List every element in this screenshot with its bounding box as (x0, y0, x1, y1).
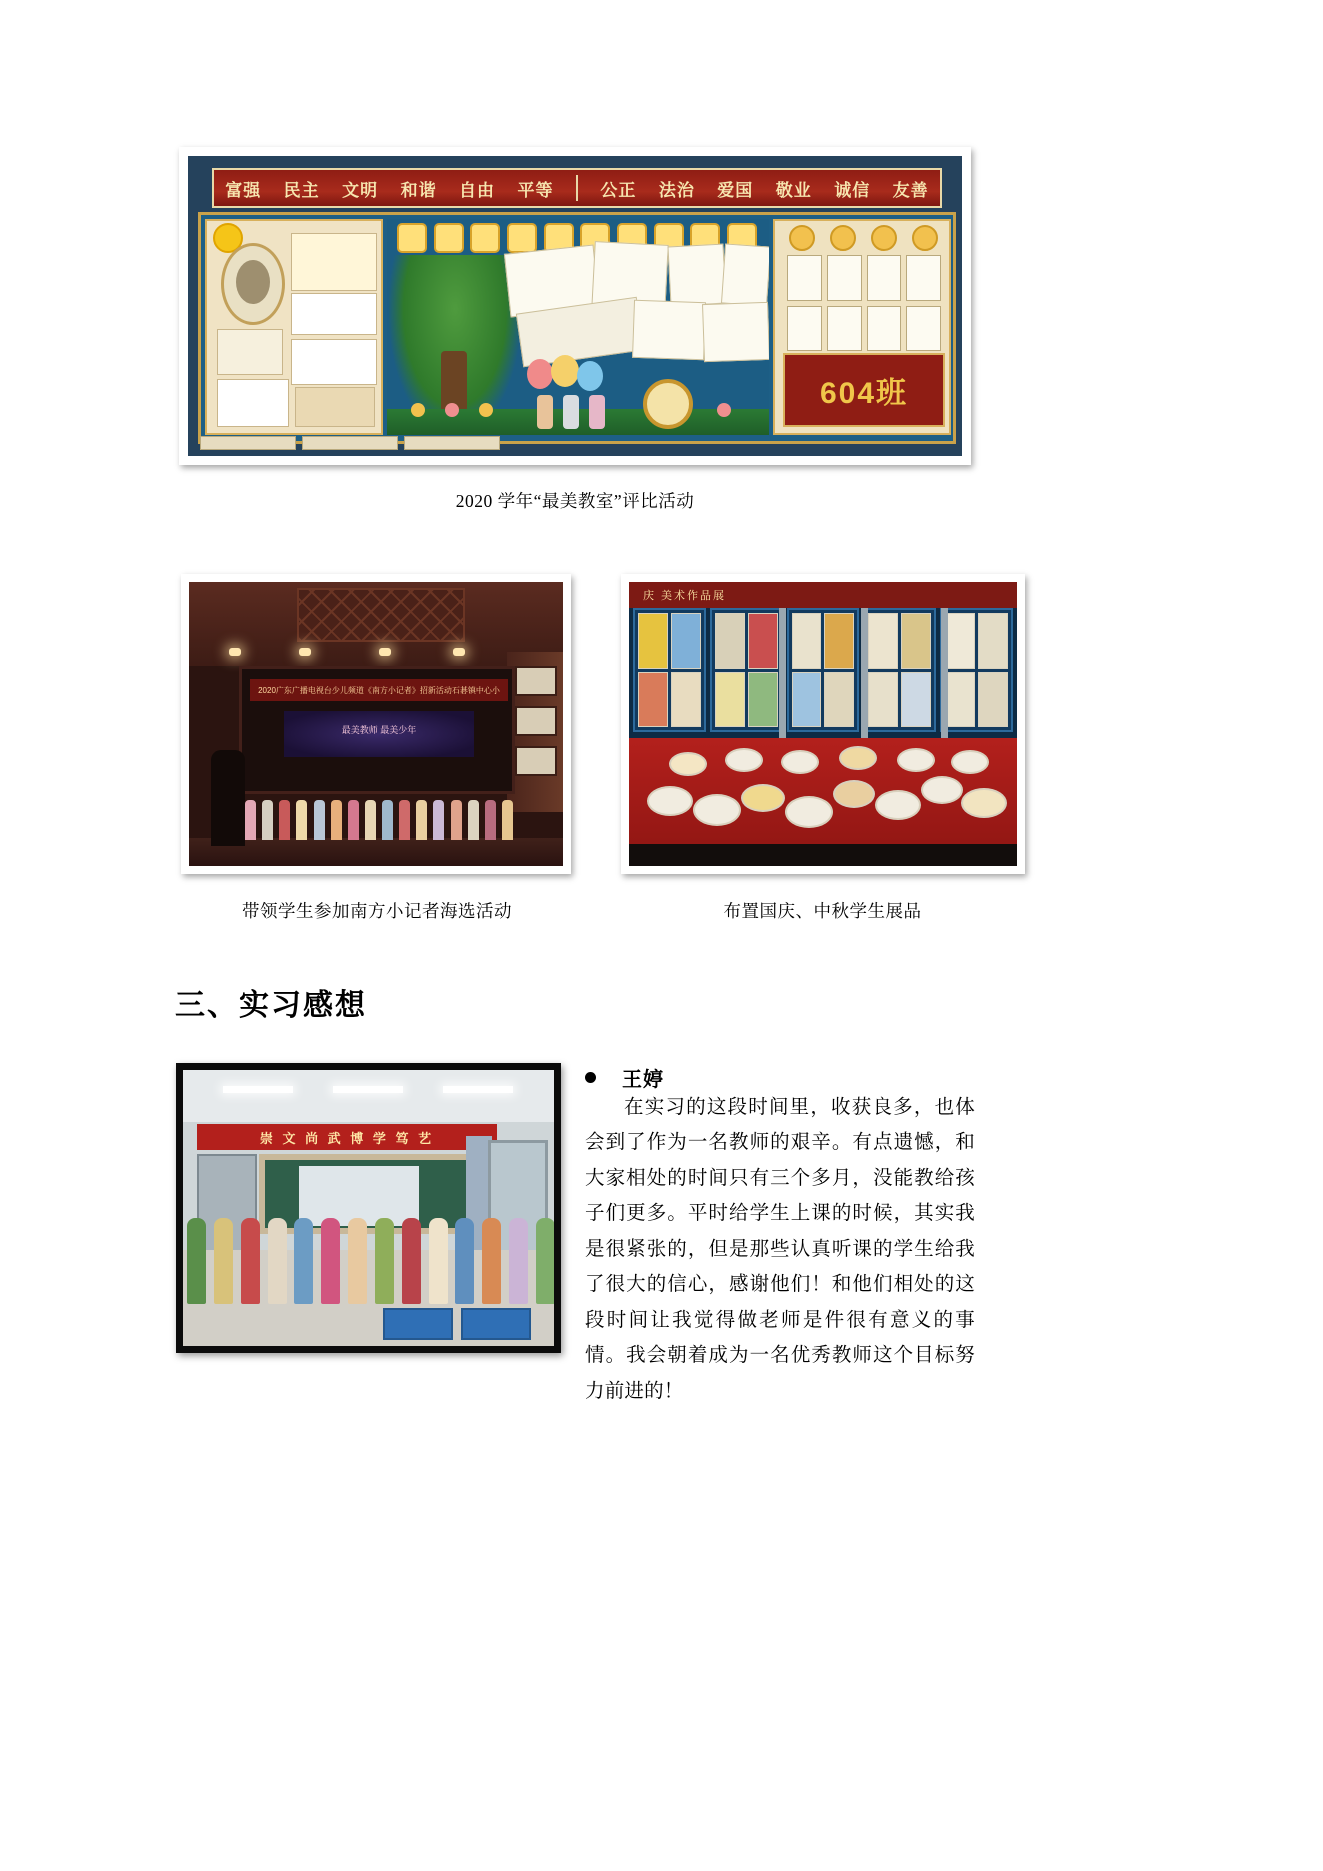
bullet-icon (585, 1072, 596, 1083)
classroom-desk-2 (461, 1308, 531, 1340)
classroom-motto: 崇 文 尚 武 博 学 笃 艺 (197, 1124, 497, 1150)
artwork (638, 672, 668, 728)
flower-4 (717, 403, 731, 417)
student (296, 800, 307, 840)
student (314, 800, 325, 840)
display-board (787, 608, 860, 732)
value-word-6: 平等 (517, 180, 554, 200)
display-plate (693, 794, 741, 826)
honor-card (906, 306, 941, 352)
balloon-yellow (551, 355, 579, 387)
student (536, 1218, 554, 1304)
figure-caption-student-works: 布置国庆、中秋学生展品 (723, 901, 922, 921)
student (294, 1218, 313, 1304)
display-board (863, 608, 936, 732)
artwork (868, 672, 898, 728)
section-heading: 三、实习感想 (175, 989, 367, 1022)
reflection-body-text: 在实习的这段时间里，收获良多，也体会到了作为一名教师的艰辛。有点遗憾，和大家相处的时间只有三个多月，没能教给孩子们更多。平时给学生上课的时候，其实我是很紧张的，但是那些认真听课的学生给我了很大的信心，感谢他们！和他们相处的这段时间让我觉得做老师是件很有意义的事情。我会朝着成为一名优秀教师这个目标努力前进的！ (585, 1097, 975, 1402)
left-card-2 (291, 293, 377, 335)
reflection-author-row (585, 1063, 975, 1092)
display-plate (647, 786, 693, 816)
bottom-plate-2 (302, 436, 398, 450)
event-banner: 2020广东广播电视台少儿频道《南方小记者》招新活动石碁镇中心小 (250, 679, 508, 701)
balloon-blue (577, 361, 603, 391)
teacher-silhouette (211, 750, 245, 846)
wall-frame-2 (515, 706, 557, 736)
reflection-author-name: 王婷 (622, 1069, 664, 1091)
artwork (978, 613, 1008, 669)
artwork (901, 672, 931, 728)
bottom-plate-3 (404, 436, 500, 450)
display-plate (921, 776, 963, 804)
board-center-panel (387, 219, 769, 435)
student-work-6 (632, 300, 706, 360)
student (468, 800, 479, 840)
bulletin-board-photo (188, 156, 962, 456)
star-badge-2 (830, 225, 856, 251)
student (214, 1218, 233, 1304)
student (382, 800, 393, 840)
ceiling-lamp-1 (229, 648, 241, 656)
artwork (748, 672, 778, 728)
student-work-3 (667, 244, 726, 307)
flower-1 (411, 403, 425, 417)
artwork (901, 613, 931, 669)
left-card-6 (295, 387, 375, 427)
value-word-7: 公正 (600, 180, 637, 200)
honor-card (867, 255, 902, 301)
figure-classroom (176, 1063, 561, 1353)
ceiling-lamp-4 (453, 648, 465, 656)
display-board (633, 608, 706, 732)
student (399, 800, 410, 840)
right-panel-header (781, 225, 945, 251)
student (451, 800, 462, 840)
board-right-panel (773, 219, 951, 435)
side-wall (507, 652, 563, 812)
display-plate (741, 784, 785, 812)
artwork (792, 613, 822, 669)
kid-figure-3 (589, 395, 605, 429)
core-values-banner (212, 168, 942, 208)
value-word-2: 民主 (283, 180, 320, 200)
support-post-3 (941, 608, 948, 758)
auditorium-photo (189, 582, 563, 866)
display-plate (961, 788, 1007, 818)
left-card-3 (217, 329, 283, 375)
figure-south-reporter (181, 574, 571, 874)
display-plate (833, 780, 875, 808)
portrait-oval (221, 243, 285, 325)
student (279, 800, 290, 840)
classroom-photo (183, 1070, 554, 1346)
artwork (824, 613, 854, 669)
student (241, 1218, 260, 1304)
student (375, 1218, 394, 1304)
value-word-8: 法治 (658, 180, 695, 200)
honor-card (906, 255, 941, 301)
students-group (187, 1188, 554, 1304)
floor (189, 838, 563, 866)
student (429, 1218, 448, 1304)
screen-text: 最美教师 最美少年 (341, 725, 417, 735)
board-frame (198, 212, 956, 444)
artwork (671, 672, 701, 728)
display-plate (875, 790, 921, 820)
value-word-9: 爱国 (717, 180, 754, 200)
wall-frame-3 (515, 746, 557, 776)
honor-card (867, 306, 902, 352)
student (509, 1218, 528, 1304)
class-label: 604班 (783, 353, 945, 427)
clock-decoration (643, 379, 693, 429)
value-word-5: 自由 (459, 180, 496, 200)
honor-card (787, 306, 822, 352)
stage (239, 666, 515, 794)
ceiling-lamp-3 (379, 648, 391, 656)
display-plate (951, 750, 989, 774)
classroom-lamp-2 (333, 1086, 403, 1093)
student (262, 800, 273, 840)
student (402, 1218, 421, 1304)
classroom-desk-1 (383, 1308, 453, 1340)
classroom-lamp-3 (443, 1086, 513, 1093)
exhibition-photo (629, 582, 1017, 866)
ceiling-lamp-2 (299, 648, 311, 656)
board-left-panel (205, 219, 383, 435)
artwork (715, 613, 745, 669)
kid-figure-1 (537, 395, 553, 429)
student (455, 1218, 474, 1304)
value-word-11: 诚信 (834, 180, 871, 200)
star-badge-3 (871, 225, 897, 251)
student (365, 800, 376, 840)
student (502, 800, 513, 840)
board-bottom-strip (200, 436, 500, 450)
exhibition-banner: 庆 美术作品展 (629, 582, 1017, 608)
value-word-1: 富强 (225, 180, 262, 200)
display-plate (839, 746, 877, 770)
figure-student-works (621, 574, 1025, 874)
banner-divider (576, 175, 578, 201)
student (433, 800, 444, 840)
display-plate (781, 750, 819, 774)
figure-caption-south-reporter: 带领学生参加南方小记者海选活动 (242, 901, 512, 921)
balloon-red (527, 359, 553, 389)
display-plate (897, 748, 935, 772)
student (416, 800, 427, 840)
artwork (978, 672, 1008, 728)
left-card-5 (217, 379, 289, 427)
value-word-10: 敬业 (775, 180, 812, 200)
student-work-4 (721, 243, 769, 306)
ceiling-lattice (297, 588, 465, 642)
display-plate (725, 748, 763, 772)
display-plate (669, 752, 707, 776)
artwork (671, 613, 701, 669)
value-word-3: 文明 (342, 180, 379, 200)
flower-3 (479, 403, 493, 417)
artwork (945, 672, 975, 728)
display-plate (785, 796, 833, 828)
stage-screen (284, 711, 474, 757)
artwork (715, 672, 745, 728)
flower-2 (445, 403, 459, 417)
student (482, 1218, 501, 1304)
classroom-ceiling (183, 1070, 554, 1122)
bottom-plate-1 (200, 436, 296, 450)
display-board (940, 608, 1013, 732)
student-group (245, 784, 513, 840)
support-post-1 (779, 608, 786, 758)
star-badge-1 (789, 225, 815, 251)
classroom-lamp-1 (223, 1086, 293, 1093)
value-word-12: 友善 (892, 180, 929, 200)
foreground-shadow (629, 844, 1017, 866)
honor-card-grid (787, 255, 941, 351)
display-boards (633, 608, 1013, 732)
artwork (792, 672, 822, 728)
figure-bulletin-board (179, 147, 971, 465)
support-post-2 (861, 608, 868, 758)
artwork (638, 613, 668, 669)
student-work-7 (702, 302, 769, 362)
artwork (945, 613, 975, 669)
figure-caption-bulletin-board: 2020 学年“最美教室”评比活动 (455, 491, 695, 511)
student (187, 1218, 206, 1304)
artwork (748, 613, 778, 669)
kid-figure-2 (563, 395, 579, 429)
left-card-4 (291, 339, 377, 385)
student (485, 800, 496, 840)
student (331, 800, 342, 840)
left-card-1 (291, 233, 377, 291)
value-word-4: 和谐 (400, 180, 437, 200)
honor-card (787, 255, 822, 301)
student (348, 800, 359, 840)
star-badge-4 (912, 225, 938, 251)
honor-card (827, 306, 862, 352)
honor-card (827, 255, 862, 301)
wall-frame-1 (515, 666, 557, 696)
student (245, 800, 256, 840)
artwork (824, 672, 854, 728)
student (321, 1218, 340, 1304)
student (268, 1218, 287, 1304)
display-board (710, 608, 783, 732)
student (348, 1218, 367, 1304)
artwork (868, 613, 898, 669)
